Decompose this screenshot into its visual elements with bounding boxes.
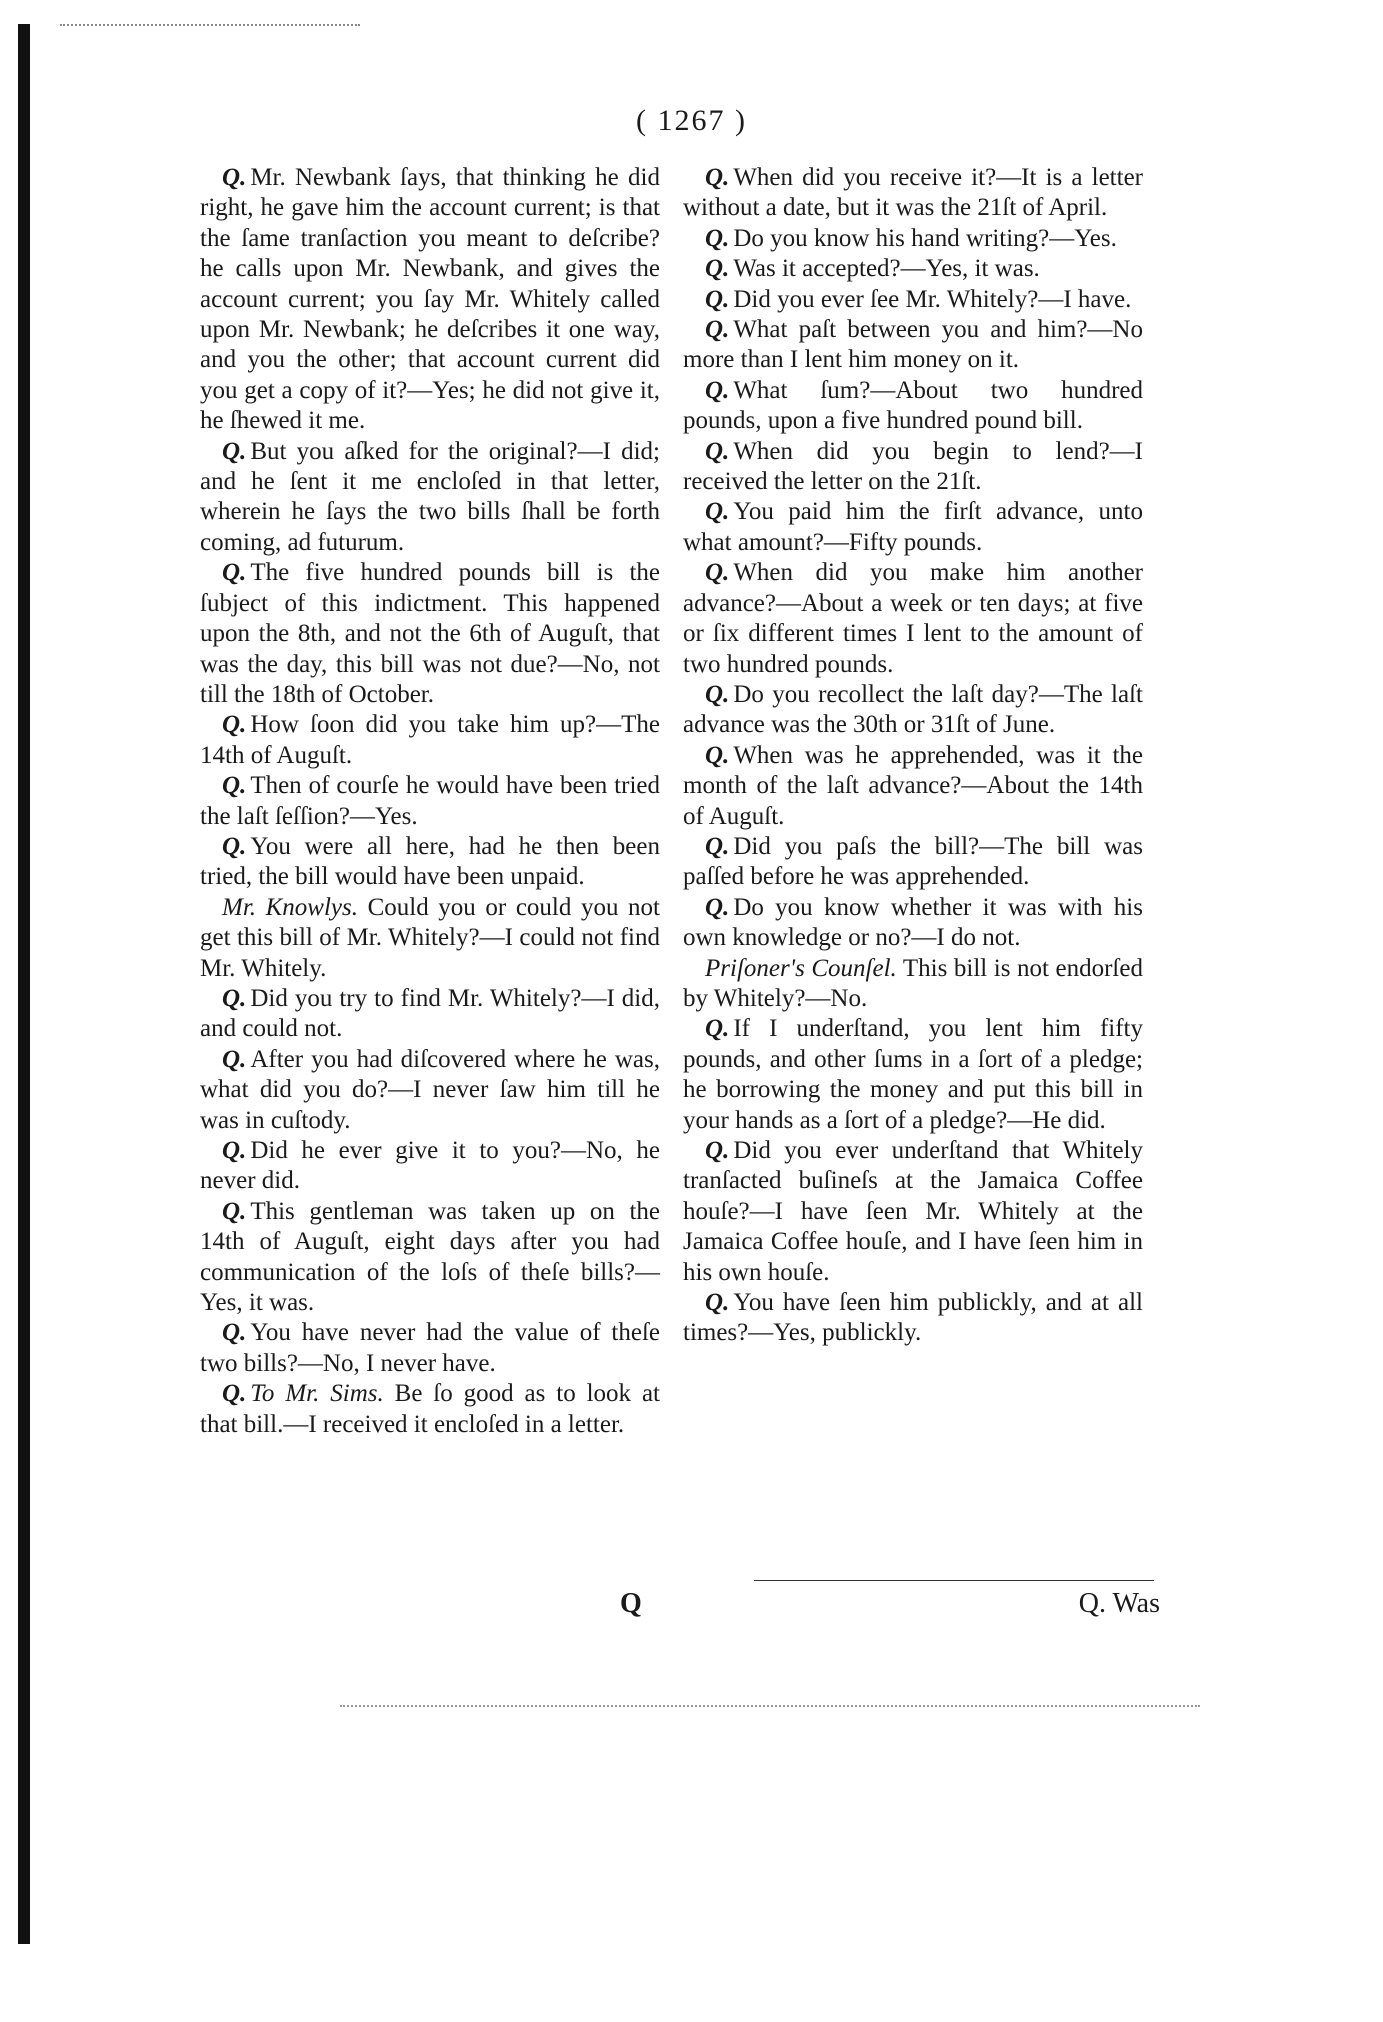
testimony-paragraph [200, 771, 660, 832]
testimony-paragraph [683, 254, 1143, 284]
testimony-paragraph [683, 832, 1143, 893]
testimony-text: When did you receive it?—It is a letter without a date, but it was the 21ſt of April. [683, 164, 1143, 222]
testimony-paragraph [683, 163, 1143, 224]
speaker-label: Priſoner's Counſel. [705, 954, 897, 982]
question-marker: Q. [705, 832, 730, 860]
catchword-row [200, 1588, 1160, 1628]
testimony-paragraph [200, 1136, 660, 1197]
testimony-text: What paſt between you and him?—No more than I lent him money on it. [683, 316, 1143, 374]
question-marker: Q. [222, 1137, 247, 1164]
testimony-text: When did you begin to lend?—I received the letter on the 21ſt. [683, 437, 1143, 496]
page-speck-bottom [340, 1705, 1200, 1709]
testimony-text: Do you know whether it was with his own knowledge or no?—I do not. [683, 893, 1143, 952]
testimony-paragraph [200, 1379, 660, 1440]
catchword-right: Q. Was [1078, 1588, 1160, 1619]
testimony-text: Could you or could you not get this bill of Mr. Whitely?—I could not find Mr. Whitely. [200, 893, 660, 982]
page-speck [60, 24, 360, 28]
question-marker: Q. [222, 772, 247, 800]
testimony-text: Do you recollect the laſt day?—The laſt advance was the 30th or 31ſt of June. [683, 680, 1143, 739]
question-marker: Q. [705, 680, 730, 708]
question-marker: Q. [222, 832, 247, 860]
testimony-text: Mr. Newbank ſays, that thinking he did right, he gave him the account current; is that the ſame tranſaction you meant to deſcribe? he calls upon Mr. Newbank, and gives the account current; you ſay Mr. Whitely called upon Mr. Newbank; he deſcribes it one way, and you the other; that account current did you get a copy of it?—Yes; he did not give it, he ſhewed it me. [200, 164, 660, 435]
question-marker: Q. [222, 164, 247, 191]
right-column [683, 163, 1143, 1349]
testimony-text: You paid him the firſt advance, unto what amount?—Fifty pounds. [683, 498, 1143, 556]
testimony-text: Did you try to find Mr. Whitely?—I did, and could not. [200, 984, 660, 1043]
testimony-text: Did you ever ſee Mr. Whitely?—I have. [733, 285, 1132, 313]
testimony-paragraph [683, 1136, 1143, 1288]
testimony-paragraph [683, 224, 1143, 254]
testimony-paragraph [683, 315, 1143, 376]
speaker-label: To Mr. Sims. [250, 1380, 384, 1408]
testimony-paragraph [683, 1014, 1143, 1136]
testimony-paragraph [200, 558, 660, 710]
testimony-text: Did he ever give it to you?—No, he never did. [200, 1137, 660, 1195]
testimony-paragraph [683, 893, 1143, 954]
testimony-text: Did you paſs the bill?—The bill was paſſed before he was apprehended. [683, 832, 1143, 891]
testimony-text: How ſoon did you take him up?—The 14th of Auguſt. [200, 711, 660, 769]
question-marker: Q. [705, 498, 730, 526]
testimony-paragraph [200, 832, 660, 893]
question-marker: Q. [222, 1045, 247, 1073]
testimony-text: You were all here, had he then been tried, the bill would have been unpaid. [200, 832, 660, 891]
question-marker: Q. [705, 893, 730, 921]
testimony-text: If I underſtand, you lent him fifty pounds, and other ſums in a ſort of a pledge; he borrowing the money and put this bill in your hands as a ſort of a pledge?—He did. [683, 1015, 1143, 1134]
footer-rule [754, 1580, 1154, 1581]
question-marker: Q. [705, 376, 730, 404]
question-marker: Q. [222, 559, 247, 587]
testimony-text: But you aſked for the original?—I did; and he ſent it me encloſed in that letter, wherein he ſays the two bills ſhall be forth coming, ad futurum. [200, 437, 660, 556]
testimony-text: Be ſo good as to look at that bill.—I received it encloſed in a letter. [200, 1380, 661, 1438]
testimony-paragraph [683, 1288, 1143, 1349]
testimony-paragraph [683, 376, 1143, 437]
question-marker: Q. [705, 437, 730, 465]
testimony-paragraph [683, 285, 1143, 315]
catchword-left: Q [620, 1588, 642, 1619]
testimony-paragraph [683, 497, 1143, 558]
question-marker: Q. [222, 437, 247, 465]
question-marker: Q. [705, 1015, 730, 1043]
testimony-text: The five hundred pounds bill is the ſubject of this indictment. This happened upon the 8th, and not the 6th of Auguſt, that was the day, this bill was not due?—No, not till the 18th of October. [200, 559, 660, 708]
testimony-paragraph [683, 954, 1143, 1015]
binding-edge [18, 24, 30, 1944]
testimony-text: Then of courſe he would have been tried the laſt ſeſſion?—Yes. [200, 772, 660, 830]
question-marker: Q. [705, 255, 730, 283]
testimony-paragraph [200, 1045, 660, 1136]
question-marker: Q. [705, 316, 730, 344]
testimony-text: Was it accepted?—Yes, it was. [733, 255, 1040, 283]
testimony-text: Did you ever underſtand that Whitely tranſacted buſineſs at the Jamaica Coffee houſe?—I have ſeen Mr. Whitely at the Jamaica Coffee houſe, and I have ſeen him in his own houſe. [683, 1137, 1143, 1286]
testimony-paragraph [200, 710, 660, 771]
question-marker: Q. [222, 1197, 247, 1225]
testimony-text: Do you know his hand writing?—Yes. [733, 224, 1117, 252]
question-marker: Q. [705, 1137, 730, 1164]
question-marker: Q. [222, 984, 247, 1012]
testimony-paragraph [683, 558, 1143, 680]
question-marker: Q. [222, 1319, 247, 1347]
question-marker: Q. [705, 741, 730, 769]
question-marker: Q. [705, 285, 730, 313]
testimony-paragraph [200, 163, 660, 437]
testimony-paragraph [683, 680, 1143, 741]
question-marker: Q. [705, 559, 730, 587]
testimony-paragraph [200, 1197, 660, 1319]
testimony-paragraph [200, 984, 660, 1045]
testimony-text: When was he apprehended, was it the month of the laſt advance?—About the 14th of Auguſt. [683, 741, 1143, 830]
left-column [200, 163, 660, 1440]
speaker-label: Mr. Knowlys. [222, 893, 358, 921]
testimony-text: This bill is not endorſed by Whitely?—No. [683, 954, 1143, 1012]
testimony-paragraph [683, 741, 1143, 832]
question-marker: Q. [222, 1380, 247, 1408]
question-marker: Q. [705, 1289, 730, 1317]
testimony-paragraph [200, 893, 660, 984]
testimony-paragraph [200, 1318, 660, 1379]
question-marker: Q. [705, 164, 730, 191]
testimony-paragraph [200, 437, 660, 559]
testimony-text: You have ſeen him publickly, and at all times?—Yes, publickly. [683, 1289, 1143, 1347]
testimony-text: After you had diſcovered where he was, what did you do?—I never ſaw him till he was in cuſtody. [200, 1045, 660, 1134]
page-number: ( 1267 ) [636, 104, 747, 137]
testimony-text: What ſum?—About two hundred pounds, upon a five hundred pound bill. [683, 376, 1143, 435]
question-marker: Q. [222, 711, 247, 739]
testimony-text: This gentleman was taken up on the 14th of Auguſt, eight days after you had communication of the loſs of theſe bills?—Yes, it was. [200, 1197, 660, 1317]
testimony-text: You have never had the value of theſe two bills?—No, I never have. [200, 1319, 660, 1377]
testimony-paragraph [683, 437, 1143, 498]
testimony-text: When did you make him another advance?—About a week or ten days; at five or ſix different times I lent to the amount of two hundred pounds. [683, 559, 1143, 678]
question-marker: Q. [705, 224, 730, 252]
